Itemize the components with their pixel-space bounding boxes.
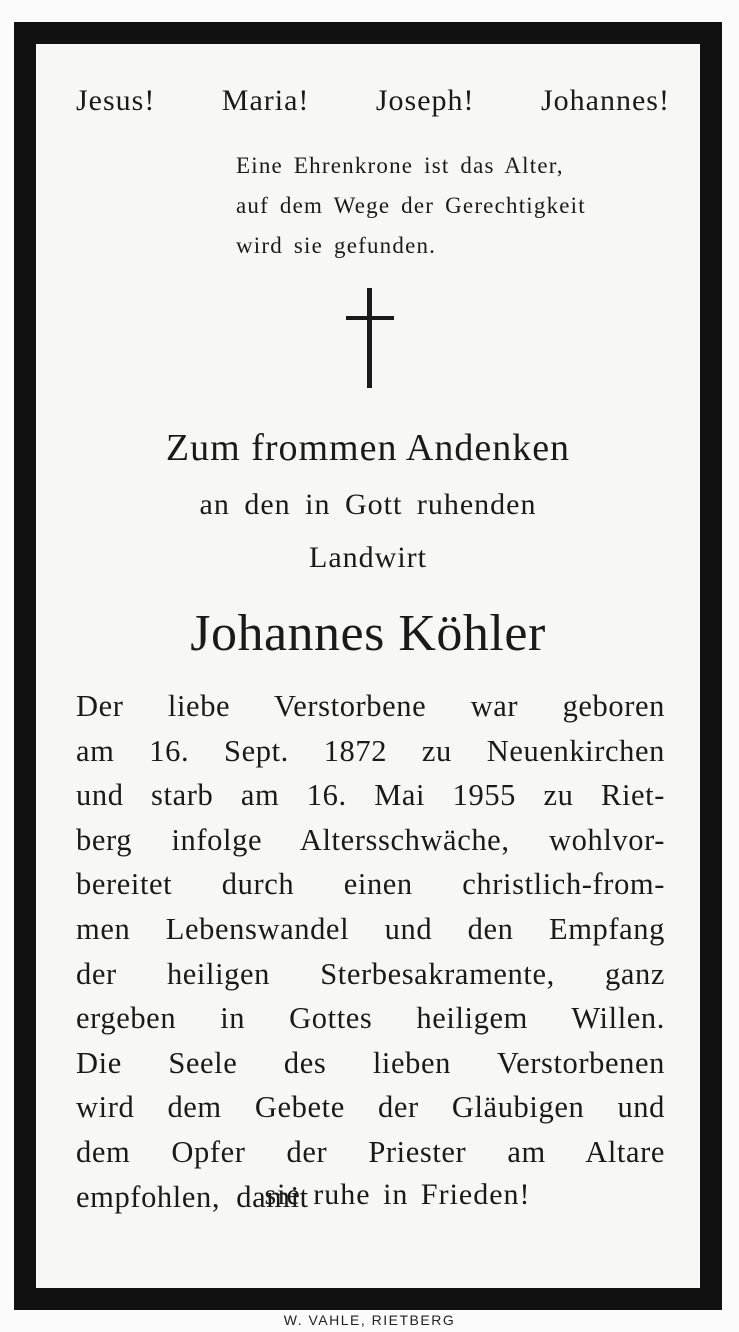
- motto-line: auf dem Wege der Gerechtigkeit: [236, 193, 586, 218]
- biography-line: am 16. Sept. 1872 zu Neuenkirchen: [76, 733, 665, 768]
- deceased-name: Johannes Köhler: [190, 605, 546, 662]
- closing-blessing: sie ruhe in Frieden!: [264, 1178, 531, 1211]
- motto-line: wird sie gefunden.: [236, 233, 437, 258]
- memorial-heading: Zum frommen Andenken: [165, 427, 571, 469]
- biography-line: empfohlen, damit: [76, 1179, 309, 1214]
- biography-line: dem Opfer der Priester am Altare: [76, 1134, 665, 1169]
- biography-line: Der liebe Verstorbene war geboren: [76, 689, 665, 723]
- biography-line: men Lebenswandel und den Empfang: [76, 911, 665, 946]
- cross-vertical-bar: [367, 288, 372, 388]
- biography-line: Die Seele des lieben Verstorbenen: [76, 1045, 665, 1080]
- invocation-johannes: Johannes!: [540, 84, 670, 117]
- memorial-card: [14, 22, 722, 1310]
- invocation-jesus: Jesus!: [76, 84, 156, 117]
- motto-verse: [236, 146, 676, 266]
- memorial-subheading: an den in Gott ruhenden: [199, 488, 537, 521]
- occupation: Landwirt: [309, 541, 427, 574]
- biography-line: ergeben in Gottes heiligem Willen.: [76, 1001, 665, 1036]
- biography-line: der heiligen Sterbesakramente, ganz: [76, 956, 665, 991]
- biography-line: wird dem Gebete der Gläubigen und: [76, 1090, 665, 1125]
- cross-horizontal-bar: [346, 316, 394, 320]
- latin-cross-icon: [346, 288, 394, 388]
- invocation-joseph: Joseph!: [375, 84, 475, 117]
- motto-line: Eine Ehrenkrone ist das Alter,: [236, 153, 564, 178]
- biography-line: berg infolge Altersschwäche, wohlvor-: [76, 822, 665, 857]
- card-inner: [36, 44, 700, 1288]
- biography-line: und starb am 16. Mai 1955 zu Riet-: [76, 778, 665, 813]
- biography-text: [76, 684, 665, 1219]
- invocation-line: [76, 84, 670, 118]
- printer-imprint: W. VAHLE, RIETBERG: [283, 1312, 456, 1328]
- invocation-maria: Maria!: [221, 84, 310, 117]
- biography-line: bereitet durch einen christlich-from-: [76, 867, 665, 902]
